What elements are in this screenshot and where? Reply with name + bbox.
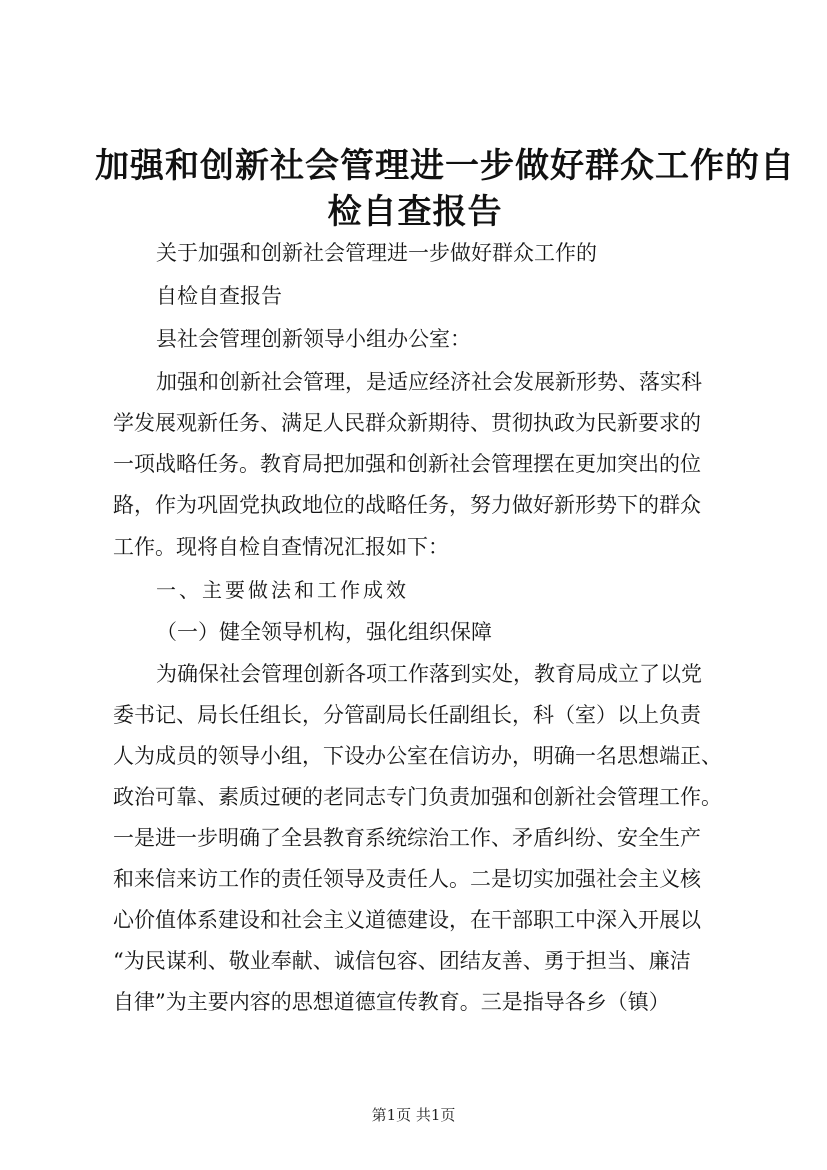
- paragraph-line: 人为成员的领导小组，下设办公室在信访办，明确一名思想端正、: [113, 744, 722, 768]
- paragraph-line: 学发展观新任务、满足人民群众新期待、贯彻执政为民新要求的: [113, 411, 701, 435]
- paragraph-line: 自律”为主要内容的思想道德宣传教育。三是指导各乡（镇）: [113, 990, 670, 1014]
- page-number-footer: 第1页 共1页: [371, 1106, 456, 1124]
- paragraph-line: 工作。现将自检自查情况汇报如下：: [113, 535, 449, 559]
- addressee: 县社会管理创新领导小组办公室：: [156, 327, 471, 351]
- paragraph-line: 政治可靠、素质过硬的老同志专门负责加强和创新社会管理工作。: [113, 785, 722, 809]
- paragraph-line: 加强和创新社会管理，是适应经济社会发展新形势、落实科: [156, 370, 702, 394]
- subsection-heading: （一）健全领导机构，强化组织保障: [156, 620, 492, 644]
- document-title-line-2: 检自查报告: [327, 192, 503, 232]
- paragraph-line: 委书记、局长任组长，分管副局长任副组长，科（室）以上负责: [113, 703, 701, 727]
- paragraph-line: 为确保社会管理创新各项工作落到实处，教育局成立了以党: [156, 662, 702, 686]
- subtitle-line-1: 关于加强和创新社会管理进一步做好群众工作的: [156, 241, 597, 265]
- subtitle-line-2: 自检自查报告: [156, 284, 282, 308]
- document-title-line-1: 加强和创新社会管理进一步做好群众工作的自: [95, 146, 795, 186]
- section-heading: 一、主要做法和工作成效: [156, 578, 409, 602]
- paragraph-line: 和来信来访工作的责任领导及责任人。二是切实加强社会主义核: [113, 867, 701, 891]
- paragraph-line: “为民谋利、敬业奉献、诚信包容、团结友善、勇于担当、廉洁: [113, 949, 691, 973]
- paragraph-line: 一是进一步明确了全县教育系统综治工作、矛盾纠纷、安全生产: [113, 826, 701, 850]
- paragraph-line: 一项战略任务。教育局把加强和创新社会管理摆在更加突出的位: [113, 452, 701, 476]
- paragraph-line: 心价值体系建设和社会主义道德建设，在干部职工中深入开展以: [113, 908, 701, 932]
- paragraph-line: 路，作为巩固党执政地位的战略任务，努力做好新形势下的群众: [113, 493, 701, 517]
